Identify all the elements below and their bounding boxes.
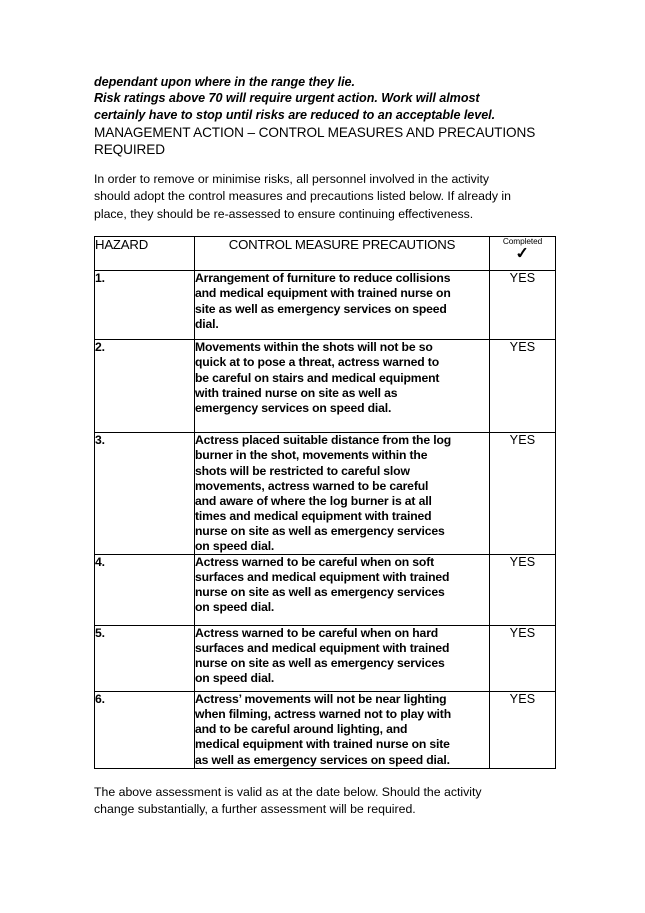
- completed-value: YES: [490, 340, 556, 433]
- footer-paragraph: [94, 784, 556, 819]
- table-row: [95, 433, 556, 555]
- measure-line: site as well as emergency services on speed: [195, 301, 447, 316]
- hazard-number: 3.: [95, 433, 195, 555]
- measure-line: Actress’ movements will not be near lighting: [195, 692, 447, 707]
- measure-line: as well as emergency services on speed dial.: [195, 752, 450, 767]
- carryover-text-block: [94, 74, 556, 123]
- measure-line: and medical equipment with trained nurse on: [195, 286, 451, 301]
- control-measure-text: [195, 555, 490, 626]
- control-measures-table: [94, 236, 556, 768]
- column-header-completed: [490, 237, 556, 271]
- hazard-number: 2.: [95, 340, 195, 433]
- measure-line: Actress warned to be careful when on soft: [195, 555, 435, 570]
- section-heading-line: MANAGEMENT ACTION – CONTROL MEASURES AND PRECAUTIONS: [94, 124, 536, 140]
- measure-line: with trained nurse on site as well as: [195, 385, 398, 400]
- measure-line: be careful on stairs and medical equipment: [195, 370, 440, 385]
- measure-line: and to be careful around lighting, and: [195, 722, 408, 737]
- measure-line: Arrangement of furniture to reduce collisions: [195, 271, 451, 286]
- table-row: [95, 555, 556, 626]
- hazard-number: 5.: [95, 626, 195, 692]
- control-measure-text: [195, 271, 490, 340]
- table-row: [95, 692, 556, 768]
- hazard-number: 4.: [95, 555, 195, 626]
- measure-line: burner in the shot, movements within the: [195, 448, 428, 463]
- measure-line: surfaces and medical equipment with trained: [195, 641, 450, 656]
- hazard-number: 1.: [95, 271, 195, 340]
- completed-value: YES: [490, 692, 556, 768]
- measure-line: on speed dial.: [195, 539, 275, 554]
- control-measure-text: [195, 340, 490, 433]
- table-row: [95, 271, 556, 340]
- completed-label: Completed: [502, 236, 543, 247]
- footer-paragraph-line: The above assessment is valid as at the date below. Should the activity: [94, 784, 482, 799]
- table-header-row: [95, 237, 556, 271]
- measure-line: on speed dial.: [195, 671, 275, 686]
- section-heading: [94, 124, 556, 158]
- measure-line: on speed dial.: [195, 600, 275, 615]
- measure-line: emergency services on speed dial.: [195, 400, 392, 415]
- table-row: [95, 340, 556, 433]
- hazard-number: 6.: [95, 692, 195, 768]
- measure-line: and aware of where the log burner is at all: [195, 493, 432, 508]
- measure-line: movements, actress warned to be careful: [195, 478, 429, 493]
- measure-line: Actress placed suitable distance from the log: [195, 433, 452, 448]
- measure-line: surfaces and medical equipment with trained: [195, 570, 450, 585]
- column-header-control-measure: CONTROL MEASURE PRECAUTIONS: [195, 237, 490, 271]
- measure-line: medical equipment with trained nurse on site: [195, 737, 450, 752]
- carryover-line: certainly have to stop until risks are reduced to an acceptable level.: [94, 107, 496, 122]
- measure-line: nurse on site as well as emergency services: [195, 523, 445, 538]
- measure-line: when filming, actress warned not to play with: [195, 707, 451, 722]
- carryover-line: dependant upon where in the range they lie.: [94, 75, 355, 89]
- measure-line: shots will be restricted to careful slow: [195, 463, 410, 478]
- measure-line: times and medical equipment with trained: [195, 508, 432, 523]
- control-measure-text: [195, 626, 490, 692]
- footer-paragraph-line: change substantially, a further assessment will be required.: [94, 802, 416, 817]
- measure-line: Actress warned to be careful when on hard: [195, 626, 439, 641]
- measure-line: dial.: [195, 316, 219, 331]
- measure-line: nurse on site as well as emergency services: [195, 656, 445, 671]
- section-heading-line: REQUIRED: [94, 141, 165, 157]
- intro-paragraph-line: should adopt the control measures and precautions listed below. If already in: [94, 189, 511, 204]
- measure-line: quick at to pose a threat, actress warned to: [195, 355, 439, 370]
- measure-line: nurse on site as well as emergency services: [195, 585, 445, 600]
- column-header-hazard: HAZARD: [95, 237, 195, 271]
- intro-paragraph-line: place, they should be re-assessed to ensure continuing effectiveness.: [94, 206, 474, 221]
- document-content: [94, 74, 556, 819]
- completed-value: YES: [490, 433, 556, 555]
- carryover-line: Risk ratings above 70 will require urgent action. Work will almost: [94, 91, 480, 106]
- measure-line: Movements within the shots will not be so: [195, 340, 433, 355]
- intro-paragraph: [94, 171, 554, 224]
- table-row: [95, 626, 556, 692]
- checkmark-icon: ✓: [514, 244, 531, 263]
- control-measure-text: [195, 433, 490, 555]
- control-measure-text: [195, 692, 490, 768]
- completed-value: YES: [490, 626, 556, 692]
- intro-paragraph-line: In order to remove or minimise risks, all personnel involved in the activity: [94, 171, 490, 186]
- completed-value: YES: [490, 271, 556, 340]
- completed-value: YES: [490, 555, 556, 626]
